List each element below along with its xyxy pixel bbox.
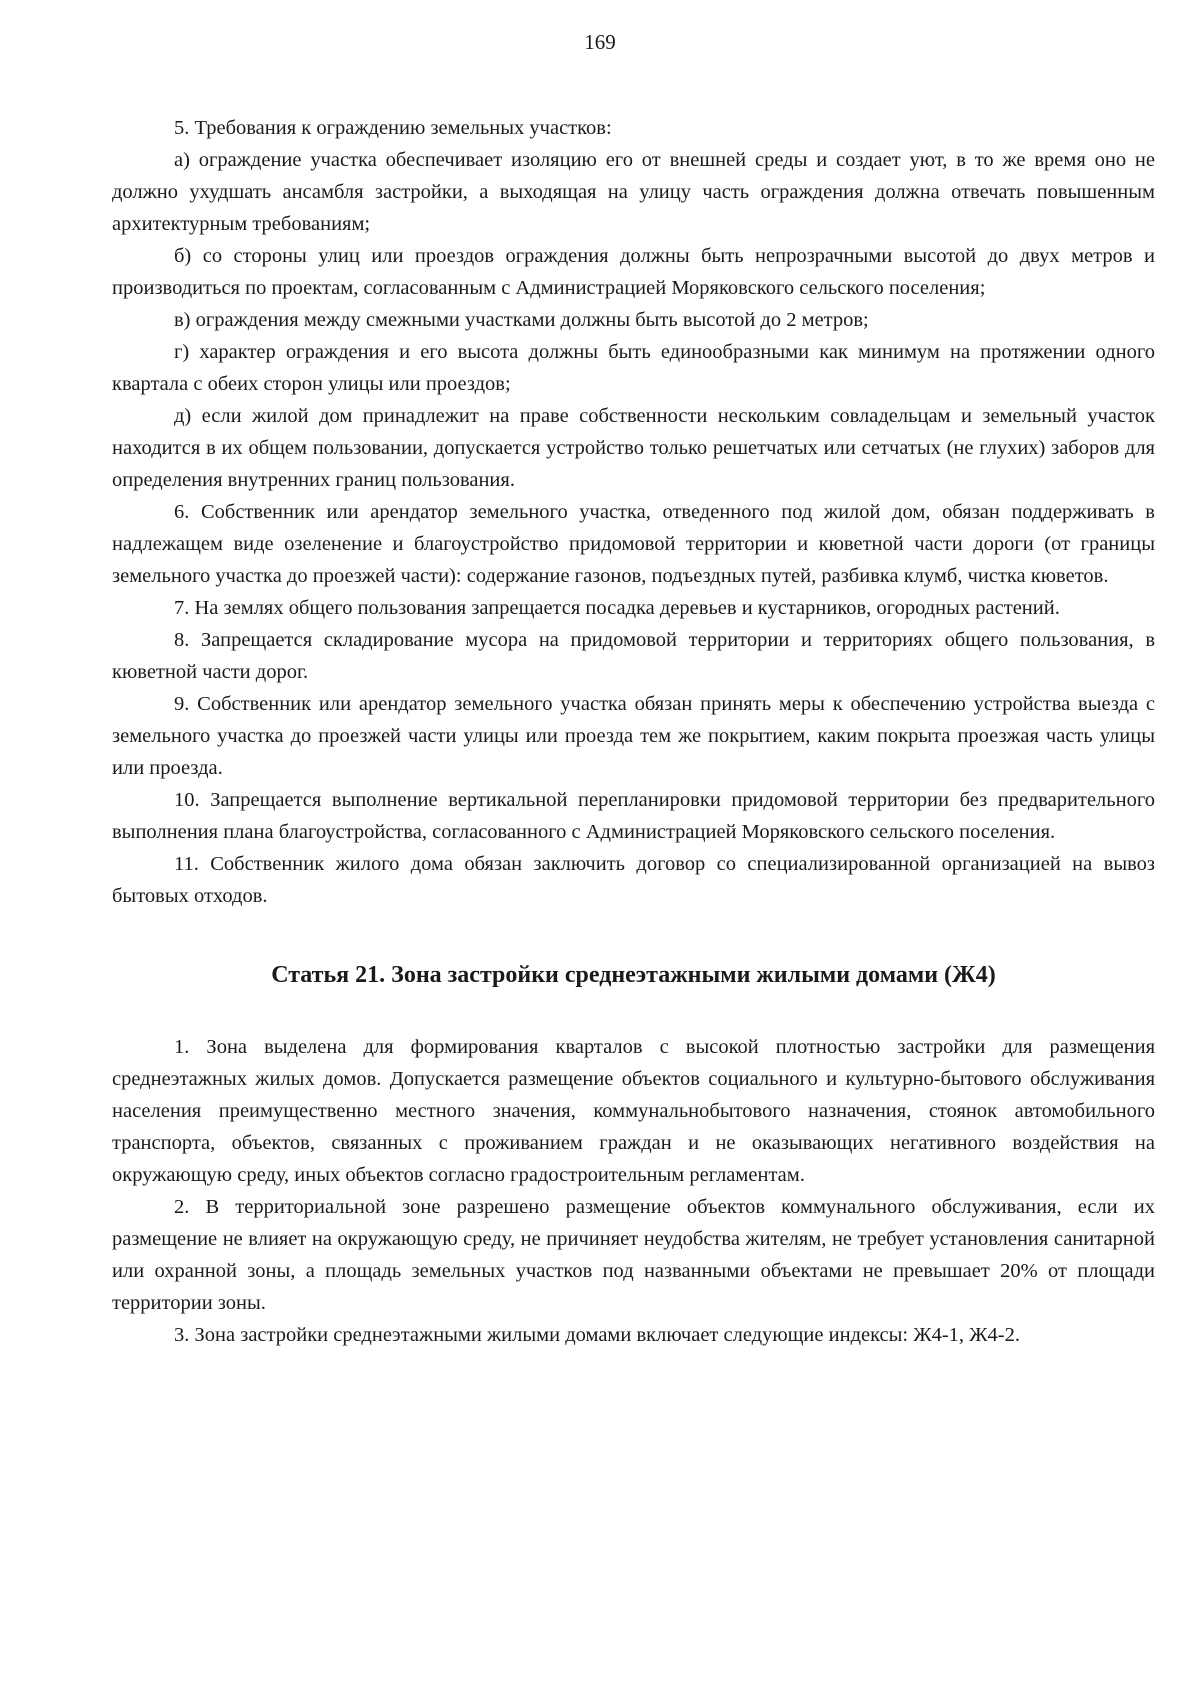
paragraph: 3. Зона застройки среднеэтажными жилыми домами включает следующие индексы: Ж4-1, Ж4-2.	[174, 1324, 1021, 1346]
article-heading: Статья 21. Зона застройки среднеэтажными жилыми домами (Ж4)	[271, 962, 996, 988]
page-content	[112, 112, 1155, 1351]
paragraph: 8. Запрещается складирование мусора на придомовой территории и территориях общего пользования, в кюветной части дорог.	[112, 629, 1155, 683]
section-article-21	[112, 1031, 1155, 1351]
paragraph: 1. Зона выделена для формирования кварталов с высокой плотностью застройки для размещения среднеэтажных жилых домов. Допускается размещение объектов социального и культурно-бытового обслуживания населения преимущественно местного значения, коммунальнобытового назначения, стоянок автомобильного транспорта, объектов, связанных с проживанием граждан и не оказывающих негативного воздействия на окружающую среду, иных объектов согласно градостроительным регламентам.	[112, 1036, 1155, 1186]
paragraph: в) ограждения между смежными участками должны быть высотой до 2 метров;	[174, 309, 869, 331]
page-number: 169	[584, 30, 616, 54]
paragraph: 10. Запрещается выполнение вертикальной перепланировки придомовой территории без предварительного выполнения плана благоустройства, согласованного с Администрацией Моряковского сельского поселения.	[112, 789, 1155, 843]
paragraph: 6. Собственник или арендатор земельного участка, отведенного под жилой дом, обязан поддерживать в надлежащем виде озеленение и благоустройство придомовой территории и кюветной части дороги (от границы земельного участка до проезжей части): содержание газонов, подъездных путей, разбивка клумб, чистка кюветов.	[112, 501, 1155, 587]
paragraph: а) ограждение участка обеспечивает изоляцию его от внешней среды и создает уют, в то же время оно не должно ухудшать ансамбля застройки, а выходящая на улицу часть ограждения должна отвечать повышенным архитектурным требованиям;	[112, 149, 1155, 235]
paragraph: б) со стороны улиц или проездов ограждения должны быть непрозрачными высотой до двух метров и производиться по проектам, согласованным с Администрацией Моряковского сельского поселения;	[112, 245, 1155, 299]
paragraph: г) характер ограждения и его высота должны быть единообразными как минимум на протяжении одного квартала с обеих сторон улицы или проездов;	[112, 341, 1155, 395]
paragraph: д) если жилой дом принадлежит на праве собственности нескольким совладельцам и земельный участок находится в их общем пользовании, допускается устройство только решетчатых или сетчатых (не глухих) заборов для определения внутренних границ пользования.	[112, 405, 1155, 491]
paragraph: 2. В территориальной зоне разрешено размещение объектов коммунального обслуживания, если их размещение не влияет на окружающую среду, не причиняет неудобства жителям, не требует установления санитарной или охранной зоны, а площадь земельных участков под названными объектами не превышает 20% от площади территории зоны.	[112, 1196, 1155, 1314]
section-fencing-requirements	[112, 112, 1155, 912]
paragraph: 7. На землях общего пользования запрещается посадка деревьев и кустарников, огородных растений.	[174, 597, 1060, 619]
paragraph: 11. Собственник жилого дома обязан заключить договор со специализированной организацией на вывоз бытовых отходов.	[112, 853, 1155, 907]
paragraph: 9. Собственник или арендатор земельного участка обязан принять меры к обеспечению устройства выезда с земельного участка до проезжей части улицы или проезда тем же покрытием, каким покрыта проезжая часть улицы или проезда.	[112, 693, 1155, 779]
paragraph: 5. Требования к ограждению земельных участков:	[174, 117, 612, 139]
